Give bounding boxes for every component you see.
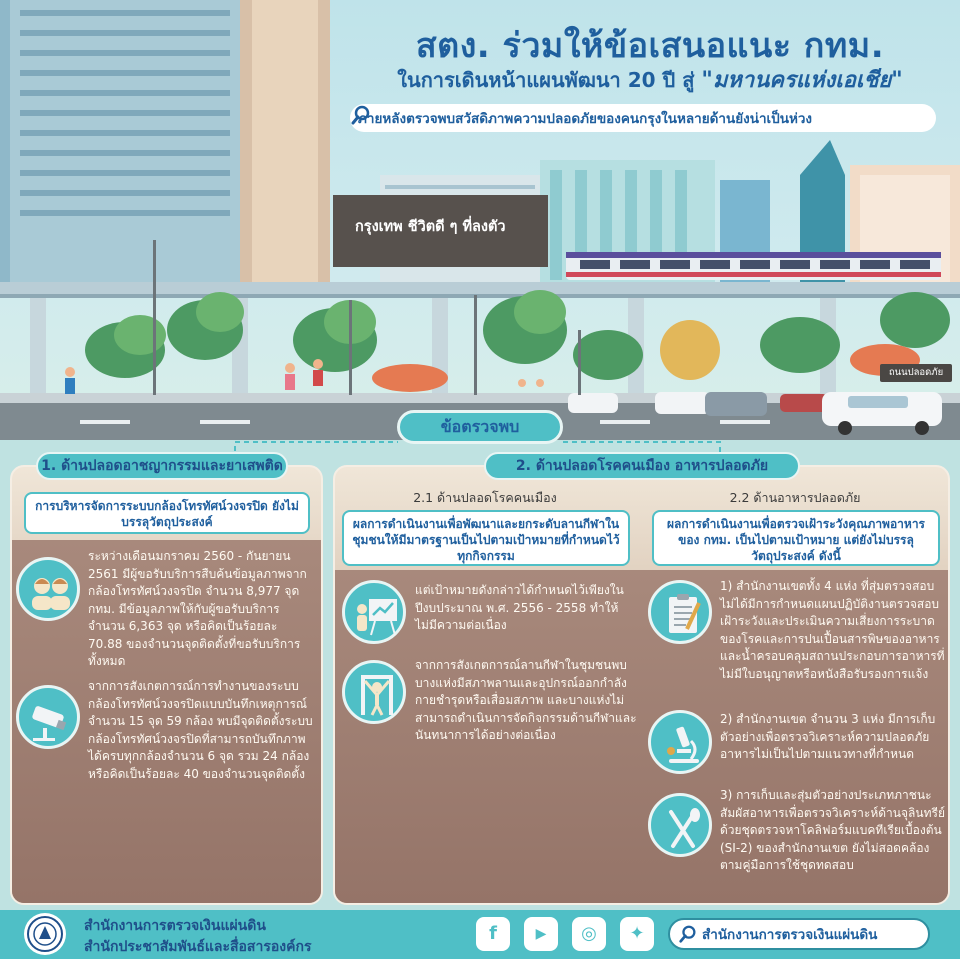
section1-para1: ระหว่างเดือนมกราคม 2560 - กันยายน 2561 มีผู้ขอรับบริการสืบค้นข้อมูลภาพจากกล้องโทรทัศน์วงจรปิด จำนวน 8,977 จุด กทม. มีข้อมูลภาพให้กับผู้ขอรับบริการจำนวน 6,363 จุด หรือคิดเป็นร้อยละ 70.88 ของจำนวนจุดติดตั้งที่ขอรับบริการทั้งหมด bbox=[88, 549, 307, 668]
search-icon bbox=[350, 104, 372, 126]
banner-text: กรุงเทพ ชีวิตดี ๆ ที่ลงตัว bbox=[355, 219, 506, 235]
sub22-icon1 bbox=[648, 580, 712, 644]
sub22-box: ผลการดำเนินงานเพื่อตรวจเฝ้าระวังคุณภาพอาหารของ กทม. เป็นไปตามเป้าหมาย แต่ยังไม่บรรลุวัตถุประสงค์ ดังนี้ bbox=[652, 510, 940, 566]
section1-box: การบริหารจัดการระบบกล้องโทรทัศน์วงจรปิด ยังไม่บรรลุวัตถุประสงค์ bbox=[24, 492, 310, 534]
sub22-item3: 3) การเก็บและสุ่มตัวอย่างประเภทภาชนะสัมผัสอาหารเพื่อตรวจวิเคราะห์ด้านจุลินทรีย์ด้วยชุดตรวจหาโคลิฟอร์มแบคทีเรียเบื้องต้น (SI-2) ของสำนักงานเขต ยังไม่สอดคล้องตามคู่มือการใช้ชุดทดสอบ bbox=[720, 788, 945, 872]
exercise-icon bbox=[351, 669, 403, 721]
section1-icon2 bbox=[16, 685, 80, 749]
footer bbox=[0, 910, 960, 959]
sub21-para1: แต่เป้าหมายดังกล่าวได้กำหนดไว้เพียงในปีงบประมาณ พ.ศ. 2556 - 2558 ทำให้ไม่มีความต่อเนื่อง bbox=[415, 583, 624, 632]
presentation-icon bbox=[351, 589, 403, 641]
twitter-icon[interactable]: ✦ bbox=[620, 917, 654, 951]
sub22-icon2 bbox=[648, 710, 712, 774]
people-icon bbox=[25, 566, 77, 618]
utensils-icon bbox=[657, 802, 709, 854]
sub22-item2: 2) สำนักงานเขต จำนวน 3 แห่ง มีการเก็บตัวอย่างเพื่อตรวจวิเคราะห์ความปลอดภัยอาหารไม่เป็นไปตามแนวทางที่กำหนด bbox=[720, 712, 936, 761]
sub22-icon3 bbox=[648, 793, 712, 857]
findings-badge: ข้อตรวจพบ bbox=[397, 410, 563, 444]
microscope-icon bbox=[657, 719, 709, 771]
city-banner bbox=[333, 195, 548, 267]
tagline-text: ภายหลังตรวจพบสวัสดิภาพความปลอดภัยของคนกรุงในหลายด้านยังน่าเป็นห่วง bbox=[358, 111, 813, 127]
subtitle-highlight: "มหานครแห่งเอเชีย" bbox=[701, 68, 903, 93]
sub22-item1: 1) สำนักงานเขตทั้ง 4 แห่ง ที่สุ่มตรวจสอบไม่ได้มีการกำหนดแผนปฏิบัติงานตรวจสอบเฝ้าระวังและประเมินความเสี่ยงการระบาดของโรคและการปนเปื้อนสารพิษของอาหาร และน้ำครอบคลุมสถานประกอบการอาหารที่ไม่มีใบอนุญาตหรือหนังสือรับรองการแจ้ง bbox=[720, 579, 945, 681]
instagram-icon[interactable]: ◎ bbox=[572, 917, 606, 951]
section1-icon1 bbox=[16, 557, 80, 621]
oag-logo bbox=[24, 913, 66, 955]
section1-para2: จากการสังเกตการณ์การทำงานของระบบกล้องโทรทัศน์วงจรปิดแบบบันทึกเหตุการณ์ จำนวน 15 จุด 59 กล้อง พบมีจุดติดตั้งระบบกล้องโทรทัศน์วงจรปิดที่สามารถบันทึกภาพได้ครบทุกกล้องจำนวน 6 จุด รวม 24 กล้อง หรือคิดเป็นร้อยละ 40 ของจำนวนจุดติดตั้ง bbox=[88, 679, 313, 781]
tagline-pill bbox=[350, 104, 936, 132]
org-name: สำนักงานการตรวจเงินแผ่นดิน bbox=[84, 918, 266, 934]
subtitle-prefix: ในการเดินหน้าแผนพัฒนา 20 ปี สู่ bbox=[397, 68, 702, 92]
sub22-title: 2.2 ด้านอาหารปลอดภัย bbox=[729, 490, 861, 505]
sub21-box: ผลการดำเนินงานเพื่อพัฒนาและยกระดับลานกีฬาในชุมชนให้มีมาตรฐานเป็นไปตามเป้าหมายที่กำหนดไว้ทุกกิจกรรม bbox=[342, 510, 630, 566]
emblem-icon bbox=[26, 915, 64, 953]
header-scene bbox=[0, 0, 960, 440]
road-sign: ถนนปลอดภัย bbox=[880, 364, 952, 382]
youtube-icon[interactable]: ▶ bbox=[524, 917, 558, 951]
sub21-icon1 bbox=[342, 580, 406, 644]
page-subtitle bbox=[350, 62, 950, 97]
section2-title: 2. ด้านปลอดโรคคนเมือง อาหารปลอดภัย bbox=[484, 452, 800, 480]
sub21-para2: จากการสังเกตการณ์ลานกีฬาในชุมชนพบบางแห่งมีสภาพลานและอุปกรณ์ออกกำลังกายชำรุดหรือเสื่อมสภาพ และบางแห่งไม่สามารถดำเนินการจัดกิจกรรมด้านกีฬาและนันทนาการได้อย่างต่อเนื่อง bbox=[415, 658, 637, 742]
facebook-icon[interactable]: f bbox=[476, 917, 510, 951]
checklist-icon bbox=[657, 589, 709, 641]
cctv-icon bbox=[25, 694, 77, 746]
sub21-icon2 bbox=[342, 660, 406, 724]
footer-search-box[interactable] bbox=[668, 918, 930, 950]
search-icon bbox=[678, 924, 698, 944]
footer-search-text: สำนักงานการตรวจเงินแผ่นดิน bbox=[702, 927, 878, 943]
sub21-title: 2.1 ด้านปลอดโรคคนเมือง bbox=[413, 490, 557, 505]
page-title: สตง. ร่วมให้ข้อเสนอแนะ กทม. bbox=[415, 26, 885, 66]
org-department: สำนักประชาสัมพันธ์และสื่อสารองค์กร bbox=[84, 939, 312, 955]
section1-title: 1. ด้านปลอดอาชญากรรมและยาเสพติด bbox=[36, 452, 288, 480]
